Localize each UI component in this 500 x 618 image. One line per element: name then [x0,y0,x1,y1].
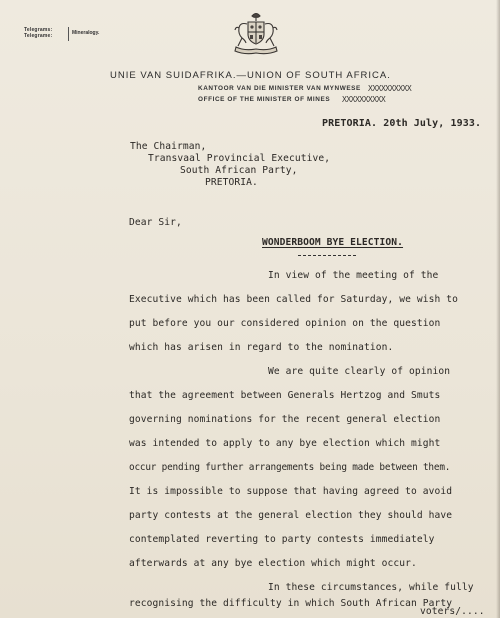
subject-heading: WONDERBOOM BYE ELECTION. [262,237,404,248]
telegrams-label [24,27,52,39]
telegrams-label-af: Telegrame: [24,33,53,39]
struck-out-english: XXXXXXXXXX [342,95,386,104]
body-line: afterwards at any bye election which might occur. [129,558,417,569]
office-heading-english: OFFICE OF THE MINISTER OF MINES [198,96,331,103]
body-line: governing nominations for the recent general election [129,414,441,425]
coat-of-arms-icon [230,10,282,56]
catchword: voters/.... [420,606,485,617]
body-line: Executive which has been called for Saturday, we wish to [129,294,459,305]
date-line: PRETORIA. 20th July, 1933. [322,118,482,129]
telegraphic-address: Mineralogy. [72,30,100,36]
telegrams-divider [68,27,69,41]
body-line: party contests at the general election they should have [129,510,453,521]
struck-out-afrikaans: XXXXXXXXXX [368,84,412,93]
office-heading-afrikaans: KANTOOR VAN DIE MINISTER VAN MYNWESE [198,85,361,92]
body-line: In these circumstances, while fully [268,582,474,593]
telegrams-label-en: Telegrams: [24,27,53,33]
recipient-line-4: PRETORIA. [205,177,258,188]
body-line: occur pending further arrangements being made between them. [129,462,451,473]
recipient-line-1: The Chairman, [130,141,207,152]
recipient-line-2: Transvaal Provincial Executive, [148,153,331,164]
body-line: which has arisen in regard to the nomination. [129,342,394,353]
body-line: recognising the difficulty in which South African Party [129,598,453,609]
body-line: was intended to apply to any bye election which might [129,438,441,449]
body-line: contemplated reverting to party contests immediately [129,534,435,545]
body-line: We are quite clearly of opinion [268,366,451,377]
body-line: put before you our considered opinion on the question [129,318,441,329]
recipient-line-3: South African Party, [180,165,298,176]
union-heading: UNIE VAN SUIDAFRIKA.—UNION OF SOUTH AFRICA. [110,70,391,81]
body-line: In view of the meeting of the [268,270,439,281]
scan-edge-shadow [496,0,500,618]
body-line: It is impossible to suppose that having agreed to avoid [129,486,453,497]
salutation: Dear Sir, [129,217,182,228]
body-line: that the agreement between Generals Hertzog and Smuts [129,390,441,401]
subject-rule [298,255,356,256]
